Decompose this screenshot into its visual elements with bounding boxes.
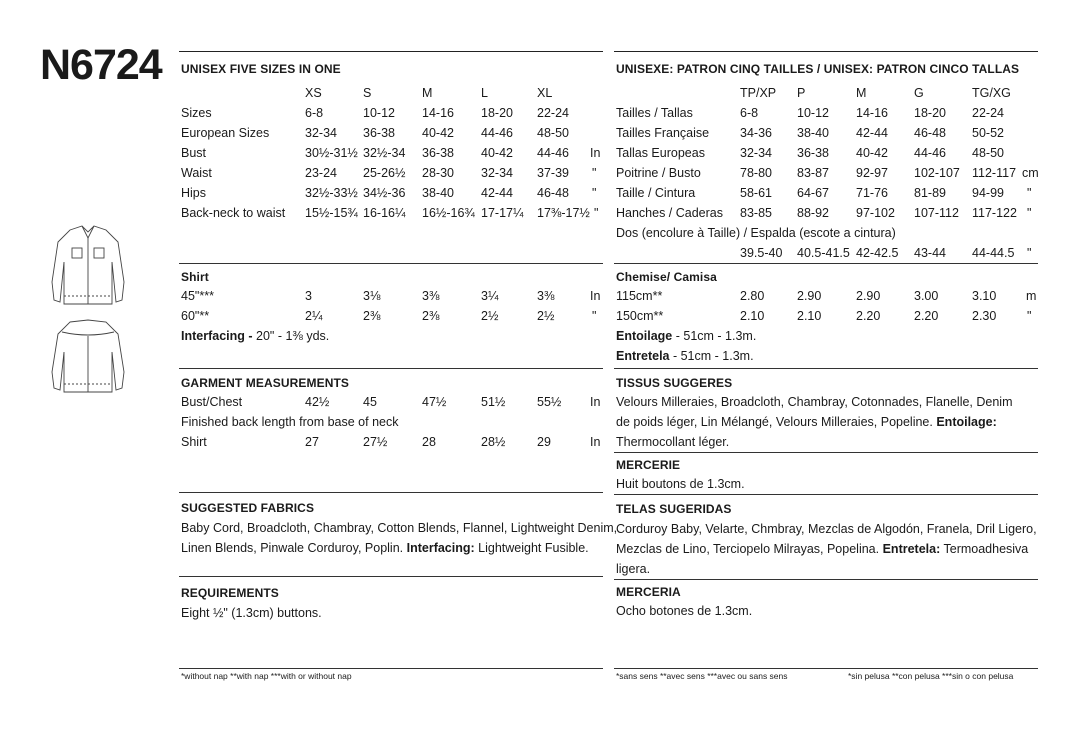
fr-cell: 46-48 <box>914 126 946 140</box>
fr-footnote: *sans sens **avec sens ***avec ou sans sens <box>616 671 788 681</box>
en-rule <box>179 368 603 369</box>
fr-cell: 38-40 <box>797 126 829 140</box>
fr-tissus-entoilage-label: Entoilage: <box>936 415 997 429</box>
en-row-label: Hips <box>181 186 207 200</box>
es-merceria-title: MERCERIA <box>616 585 681 599</box>
en-cell: 42½ <box>305 395 330 409</box>
fr-row-label: 115cm** <box>616 289 663 303</box>
en-shirt-title: Shirt <box>181 270 209 284</box>
fr-size-col: M <box>856 86 867 100</box>
es-telas-text: Mezclas de Lino, Terciopelo Milrayas, Popelina. <box>616 542 880 556</box>
en-interfacing-label: Interfacing - <box>181 329 253 343</box>
en-cell: 47½ <box>422 395 447 409</box>
fr-row-label: 150cm** <box>616 309 664 323</box>
fr-row-label: Taille / Cintura <box>616 186 696 200</box>
en-cell: 10-12 <box>363 106 395 120</box>
en-unit: In <box>590 289 601 303</box>
en-cell: 3¼ <box>481 289 499 303</box>
en-cell: 44-46 <box>481 126 513 140</box>
fr-cell: 81-89 <box>914 186 946 200</box>
en-size-col-xl: XL <box>537 86 553 100</box>
fr-cell: 39.5-40 <box>740 246 783 260</box>
fr-top-rule <box>614 51 1038 52</box>
fr-unit: m <box>1026 289 1037 303</box>
en-cell: 36-38 <box>422 146 454 160</box>
fr-cell: 58-61 <box>740 186 772 200</box>
en-top-rule <box>179 51 603 52</box>
fr-cell: 43-44 <box>914 246 946 260</box>
fr-cell: 42-44 <box>856 126 888 140</box>
en-fabrics-text: Linen Blends, Pinwale Corduroy, Poplin. <box>181 541 404 555</box>
en-size-col-m: M <box>422 86 433 100</box>
en-row-label: European Sizes <box>181 126 270 140</box>
en-cell: 40-42 <box>422 126 454 140</box>
en-cell: 27 <box>305 435 319 449</box>
fr-entoilage-label: Entoilage <box>616 329 673 343</box>
fr-unit: " <box>1027 186 1032 200</box>
fr-rule <box>614 263 1038 264</box>
en-req-title: REQUIREMENTS <box>181 586 279 600</box>
fr-rule <box>614 452 1038 453</box>
fr-cell: 3.10 <box>972 289 997 303</box>
en-rule <box>179 492 603 493</box>
en-cell: 45 <box>363 395 377 409</box>
en-interfacing-value: 20" - 1⅜ yds. <box>252 329 330 343</box>
en-cell: 3⅜ <box>422 289 440 303</box>
es-telas-entretela-label: Entretela: <box>882 542 941 556</box>
en-cell: 22-24 <box>537 106 569 120</box>
fr-unit: " <box>1027 309 1032 323</box>
fr-cell: 2.20 <box>914 309 939 323</box>
en-cell: 46-48 <box>537 186 569 200</box>
en-cell: 2½ <box>537 309 555 323</box>
en-footer-rule <box>179 668 603 669</box>
fr-row-label: Tailles / Tallas <box>616 106 693 120</box>
en-unit: " <box>592 166 597 180</box>
en-cell: 32-34 <box>305 126 337 140</box>
fr-unit: " <box>1027 246 1032 260</box>
en-row-label: 60"** <box>181 309 210 323</box>
fr-cell: 2.90 <box>856 289 881 303</box>
en-cell: 6-8 <box>305 106 324 120</box>
en-unit: " <box>592 309 597 323</box>
en-unit: " <box>592 186 597 200</box>
en-cell: 38-40 <box>422 186 454 200</box>
en-cell: 2½ <box>481 309 499 323</box>
en-row-label: Waist <box>181 166 212 180</box>
en-cell: 2⅜ <box>422 309 440 323</box>
fr-entretela <box>616 348 754 364</box>
en-interfacing <box>181 328 329 344</box>
fr-cell: 97-102 <box>856 206 895 220</box>
fr-cell: 102-107 <box>914 166 960 180</box>
fr-cell: 44-46 <box>914 146 946 160</box>
fr-cell: 94-99 <box>972 186 1004 200</box>
fr-cell: 92-97 <box>856 166 888 180</box>
fr-row-label: Tallas Europeas <box>616 146 705 160</box>
en-cell: 16-16¼ <box>363 206 406 220</box>
fr-rule <box>614 368 1038 369</box>
fr-cell: 22-24 <box>972 106 1004 120</box>
en-cell: 14-16 <box>422 106 454 120</box>
shirt-front-sketch <box>48 222 128 308</box>
en-fabrics-line2 <box>181 540 589 556</box>
en-fabrics-title: SUGGESTED FABRICS <box>181 501 315 515</box>
fr-heading: UNISEXE: PATRON CINQ TAILLES / UNISEX: PATRON CINCO TALLAS <box>616 62 1020 76</box>
en-unit: In <box>590 146 601 160</box>
fr-tissus-line1: Velours Milleraies, Broadcloth, Chambray, Cotonnades, Flanelle, Denim <box>616 395 1013 409</box>
fr-row-label: Tailles Française <box>616 126 710 140</box>
en-fabrics-interfacing-value: Lightweight Fusible. <box>474 541 589 555</box>
fr-row-label: Hanches / Caderas <box>616 206 724 220</box>
en-row-label: 45"*** <box>181 289 214 303</box>
en-cell: 27½ <box>363 435 388 449</box>
en-cell: 34½-36 <box>363 186 406 200</box>
fr-size-col: P <box>797 86 806 100</box>
fr-dos-label: Dos (encolure à Taille) / Espalda (escote a cintura) <box>616 226 896 240</box>
en-cell: 37-39 <box>537 166 569 180</box>
fr-tissus-line2 <box>616 414 997 430</box>
en-cell: 25-26½ <box>363 166 406 180</box>
fr-cell: 107-112 <box>914 206 959 220</box>
fr-cell: 40-42 <box>856 146 888 160</box>
fr-cell: 34-36 <box>740 126 772 140</box>
fr-entretela-label: Entretela <box>616 349 670 363</box>
fr-cell: 32-34 <box>740 146 772 160</box>
es-footnote: *sin pelusa **con pelusa ***sin o con pelusa <box>848 671 1014 681</box>
en-cell: 3⅛ <box>363 289 381 303</box>
fr-cell: 88-92 <box>797 206 829 220</box>
fr-tissus-title: TISSUS SUGGERES <box>616 376 733 390</box>
fr-size-col: TG/XG <box>972 86 1011 100</box>
fr-cell: 112-117 <box>972 166 1017 180</box>
fr-entoilage-value: - 51cm - 1.3m. <box>672 329 757 343</box>
fr-cell: 18-20 <box>914 106 946 120</box>
fr-cell: 42-42.5 <box>856 246 899 260</box>
en-cell: 51½ <box>481 395 506 409</box>
en-req-text: Eight ½" (1.3cm) buttons. <box>181 606 322 620</box>
en-cell: 32½-34 <box>363 146 406 160</box>
fr-cell: 44-44.5 <box>972 246 1015 260</box>
es-telas-line2 <box>616 541 1028 557</box>
en-fabrics-line1: Baby Cord, Broadcloth, Chambray, Cotton Blends, Flannel, Lightweight Denim, <box>181 521 618 535</box>
en-cell: 18-20 <box>481 106 513 120</box>
en-rule <box>179 576 603 577</box>
en-cell: 30½-31½ <box>305 146 358 160</box>
en-footnote: *without nap **with nap ***with or without nap <box>181 671 352 681</box>
es-telas-line1: Corduroy Baby, Velarte, Chmbray, Mezclas de Algodón, Franela, Dril Ligero, <box>616 522 1037 536</box>
en-row-label: Back-neck to waist <box>181 206 286 220</box>
fr-cell: 2.80 <box>740 289 765 303</box>
en-cell: 36-38 <box>363 126 395 140</box>
fr-cell: 83-87 <box>797 166 829 180</box>
en-cell: 17-17¼ <box>481 206 524 220</box>
fr-footer-rule <box>614 668 1038 669</box>
es-merceria-text: Ocho botones de 1.3cm. <box>616 604 753 618</box>
en-cell: 28½ <box>481 435 506 449</box>
fr-cell: 117-122 <box>972 206 1017 220</box>
fr-tissus-text: de poids léger, Lin Mélangé, Velours Milleraies, Popeline. <box>616 415 933 429</box>
en-size-col-l: L <box>481 86 488 100</box>
en-cell: 17⅜-17½ <box>537 206 590 220</box>
fr-cell: 2.30 <box>972 309 997 323</box>
fr-entretela-value: - 51cm - 1.3m. <box>669 349 754 363</box>
es-telas-entretela-value: Termoadhesiva <box>940 542 1029 556</box>
fr-row-label: Poitrine / Busto <box>616 166 701 180</box>
en-row-label: Shirt <box>181 435 207 449</box>
fr-tissus-line3: Thermocollant léger. <box>616 435 730 449</box>
en-garment-title: GARMENT MEASUREMENTS <box>181 376 350 390</box>
en-cell: 28 <box>422 435 436 449</box>
en-cell: 16½-16¾ <box>422 206 475 220</box>
fr-cell: 83-85 <box>740 206 772 220</box>
en-cell: 32-34 <box>481 166 513 180</box>
en-cell: 15½-15¾ <box>305 206 358 220</box>
fr-cell: 40.5-41.5 <box>797 246 850 260</box>
fr-cell: 2.90 <box>797 289 822 303</box>
es-telas-line3: ligera. <box>616 562 651 576</box>
en-row-label: Bust/Chest <box>181 395 243 409</box>
en-cell: 42-44 <box>481 186 513 200</box>
en-cell: 44-46 <box>537 146 569 160</box>
en-cell: 23-24 <box>305 166 337 180</box>
en-rule <box>179 263 603 264</box>
fr-cell: 10-12 <box>797 106 829 120</box>
en-heading: UNISEX FIVE SIZES IN ONE <box>181 62 341 76</box>
fr-cell: 2.20 <box>856 309 881 323</box>
en-unit: " <box>594 206 599 220</box>
en-cell: 48-50 <box>537 126 569 140</box>
en-row-label: Bust <box>181 146 207 160</box>
en-fabrics-interfacing-label: Interfacing: <box>406 541 475 555</box>
fr-unit: " <box>1027 206 1032 220</box>
fr-cell: 14-16 <box>856 106 888 120</box>
fr-size-col: TP/XP <box>740 86 777 100</box>
en-cell: 3 <box>305 289 312 303</box>
es-telas-title: TELAS SUGERIDAS <box>616 502 732 516</box>
fr-mercerie-title: MERCERIE <box>616 458 681 472</box>
en-cell: 2⅜ <box>363 309 381 323</box>
fr-cell: 64-67 <box>797 186 829 200</box>
fr-shirt-title: Chemise/ Camisa <box>616 270 717 284</box>
en-cell: 2¼ <box>305 309 323 323</box>
fr-rule <box>614 494 1038 495</box>
fr-unit: cm <box>1022 166 1039 180</box>
fr-cell: 36-38 <box>797 146 829 160</box>
fr-cell: 71-76 <box>856 186 888 200</box>
en-row-label: Sizes <box>181 106 212 120</box>
en-size-col-s: S <box>363 86 372 100</box>
fr-entoilage <box>616 328 756 344</box>
en-unit: In <box>590 435 601 449</box>
fr-rule <box>614 579 1038 580</box>
en-cell: 29 <box>537 435 551 449</box>
shirt-back-sketch <box>48 316 128 394</box>
fr-mercerie-text: Huit boutons de 1.3cm. <box>616 477 745 491</box>
en-unit: In <box>590 395 601 409</box>
fr-size-col: G <box>914 86 924 100</box>
pattern-number: N6724 <box>40 41 162 89</box>
en-cell: 3⅜ <box>537 289 555 303</box>
en-cell: 40-42 <box>481 146 513 160</box>
fr-cell: 2.10 <box>797 309 822 323</box>
en-cell: 28-30 <box>422 166 454 180</box>
fr-cell: 2.10 <box>740 309 765 323</box>
en-cell: 55½ <box>537 395 562 409</box>
fr-cell: 6-8 <box>740 106 759 120</box>
en-cell: 32½-33½ <box>305 186 358 200</box>
fr-cell: 50-52 <box>972 126 1004 140</box>
fr-cell: 48-50 <box>972 146 1004 160</box>
en-garment-note: Finished back length from base of neck <box>181 415 399 429</box>
fr-cell: 3.00 <box>914 289 939 303</box>
fr-cell: 78-80 <box>740 166 772 180</box>
en-size-col-xs: XS <box>305 86 322 100</box>
